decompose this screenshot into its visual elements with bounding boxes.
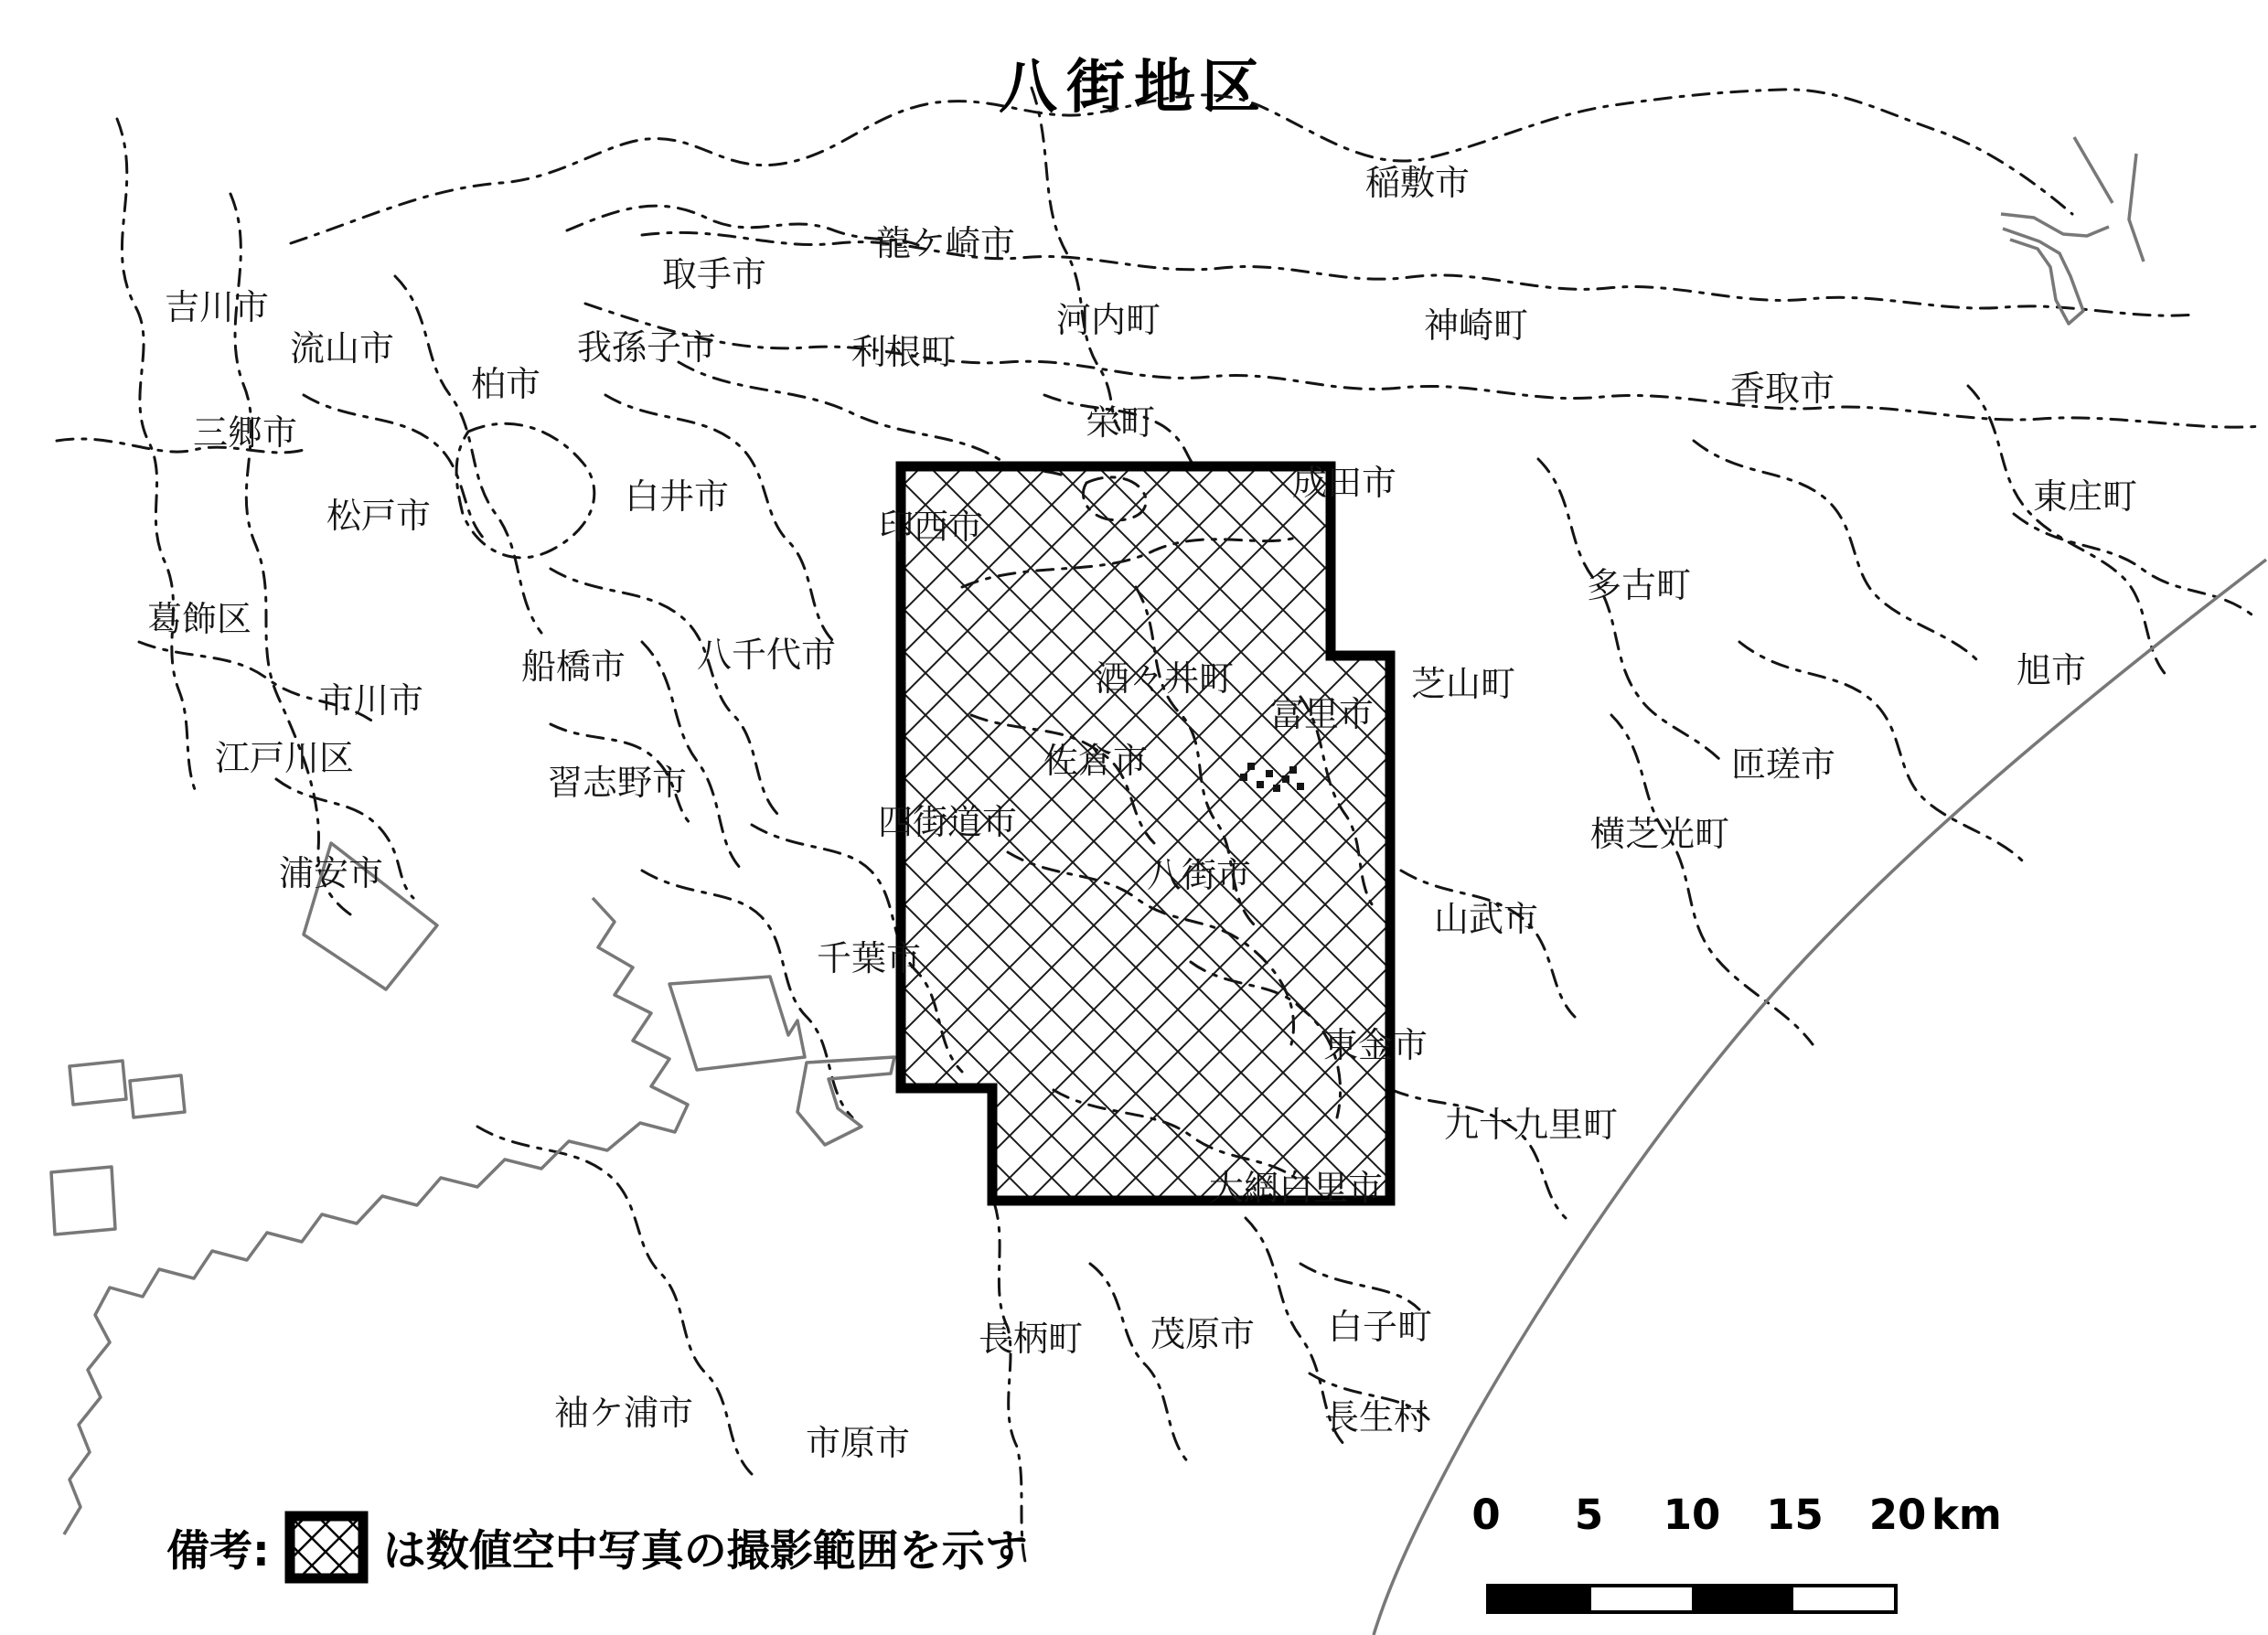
place-label-利根町: 利根町 (850, 332, 957, 372)
place-label-稲敷市: 稲敷市 (1364, 163, 1471, 203)
place-label-江戸川区: 江戸川区 (214, 738, 355, 778)
settlement-dot (1289, 766, 1297, 774)
place-label-富里市: 富里市 (1268, 694, 1375, 734)
place-label-我孫子市: 我孫子市 (576, 327, 717, 368)
place-label-酒々井町: 酒々井町 (1094, 658, 1235, 699)
place-label-船橋市: 船橋市 (520, 647, 626, 687)
municipal-boundary (456, 423, 594, 558)
place-label-印西市: 印西市 (878, 507, 984, 547)
settlement-dot (1266, 770, 1273, 777)
scalebar-tick: 20 (1868, 1491, 1927, 1539)
place-label-河内町: 河内町 (1055, 300, 1161, 340)
municipal-boundary (642, 642, 743, 871)
place-label-山武市: 山武市 (1433, 899, 1539, 939)
place-label-千葉市: 千葉市 (816, 938, 922, 978)
place-label-成田市: 成田市 (1291, 463, 1397, 503)
municipal-boundary (642, 232, 2195, 315)
scalebar-bar (1486, 1584, 1898, 1614)
place-label-市原市: 市原市 (805, 1423, 911, 1463)
coastline (669, 977, 805, 1070)
coastline (51, 1167, 115, 1234)
municipal-boundary (117, 119, 196, 792)
settlement-dot (1240, 774, 1247, 781)
coastline (70, 1061, 126, 1105)
scalebar-tick: 10 (1663, 1491, 1721, 1539)
municipal-boundary (567, 206, 918, 245)
place-label-香取市: 香取市 (1729, 369, 1835, 409)
municipal-boundary (605, 395, 834, 642)
municipal-boundary (291, 90, 2072, 243)
settlement-dot (1297, 783, 1304, 790)
place-label-九十九里町: 九十九里町 (1443, 1105, 1619, 1145)
scalebar-segment (1793, 1587, 1895, 1610)
place-label-浦安市: 浦安市 (278, 853, 384, 893)
place-label-長生村: 長生村 (1323, 1397, 1429, 1437)
municipal-boundary (1300, 1264, 1419, 1309)
municipal-boundary (679, 362, 1068, 477)
legend-prefix: 備考: (166, 1525, 270, 1576)
coastline (2129, 154, 2144, 262)
legend-description: は数値空中写真の撮影範囲を示す (382, 1525, 1028, 1576)
place-label-多古町: 多古町 (1586, 565, 1692, 605)
municipal-boundary (1694, 441, 1977, 660)
place-label-横芝光町: 横芝光町 (1589, 814, 1730, 854)
place-label-大網白里市: 大網白里市 (1208, 1168, 1384, 1208)
settlement-dot (1247, 763, 1255, 770)
place-label-松戸市: 松戸市 (326, 496, 432, 536)
scalebar-segment (1692, 1587, 1793, 1610)
place-label-市川市: 市川市 (318, 680, 424, 721)
scalebar-tick: 5 (1574, 1491, 1604, 1539)
page-title: 八街地区 (999, 54, 1269, 122)
settlement-dot (1273, 785, 1280, 792)
crosshatch-swatch-icon (284, 1511, 369, 1584)
place-label-吉川市: 吉川市 (164, 287, 270, 327)
place-label-習志野市: 習志野市 (547, 763, 688, 803)
municipal-boundary (1968, 386, 2169, 679)
place-label-長柄町: 長柄町 (978, 1319, 1084, 1359)
coastline (64, 898, 688, 1534)
place-label-八千代市: 八千代市 (696, 635, 837, 675)
place-label-白井市: 白井市 (624, 476, 730, 517)
coastline (2074, 137, 2113, 203)
place-label-袖ケ浦市: 袖ケ浦市 (553, 1393, 694, 1433)
place-label-神崎町: 神崎町 (1423, 305, 1529, 346)
place-label-流山市: 流山市 (289, 328, 395, 369)
legend (166, 1511, 1028, 1584)
place-label-柏市: 柏市 (470, 364, 541, 404)
municipal-boundary (1538, 459, 1721, 761)
place-label-東金市: 東金市 (1322, 1025, 1428, 1065)
scalebar-segment (1591, 1587, 1693, 1610)
coastline (1374, 560, 2266, 1635)
place-label-東庄町: 東庄町 (2032, 476, 2138, 517)
place-label-匝瑳市: 匝瑳市 (1730, 744, 1836, 785)
settlement-dot (1282, 775, 1289, 783)
place-label-取手市: 取手市 (661, 254, 767, 294)
place-label-佐倉市: 佐倉市 (1043, 741, 1149, 781)
municipal-boundary (1401, 871, 1575, 1017)
scalebar-segment (1490, 1587, 1591, 1610)
place-label-四街道市: 四街道市 (877, 802, 1018, 842)
place-label-葛飾区: 葛飾区 (146, 599, 252, 639)
coastline (797, 1057, 894, 1145)
place-label-旭市: 旭市 (2016, 650, 2087, 690)
scalebar-tick: 0 (1471, 1491, 1501, 1539)
place-label-栄町: 栄町 (1085, 402, 1156, 443)
municipal-boundary (1090, 1264, 1191, 1465)
municipal-boundary (395, 276, 541, 633)
scalebar-tick: 15 (1766, 1491, 1824, 1539)
place-label-八街市: 八街市 (1146, 855, 1252, 895)
place-label-三郷市: 三郷市 (192, 412, 298, 453)
settlement-dot (1257, 781, 1264, 788)
scalebar-unit: km (1931, 1491, 2002, 1539)
place-label-龍ケ崎市: 龍ケ崎市 (875, 223, 1016, 263)
place-label-茂原市: 茂原市 (1150, 1314, 1256, 1354)
coastline (130, 1075, 185, 1117)
place-label-芝山町: 芝山町 (1410, 664, 1516, 704)
place-label-白子町: 白子町 (1327, 1307, 1433, 1347)
